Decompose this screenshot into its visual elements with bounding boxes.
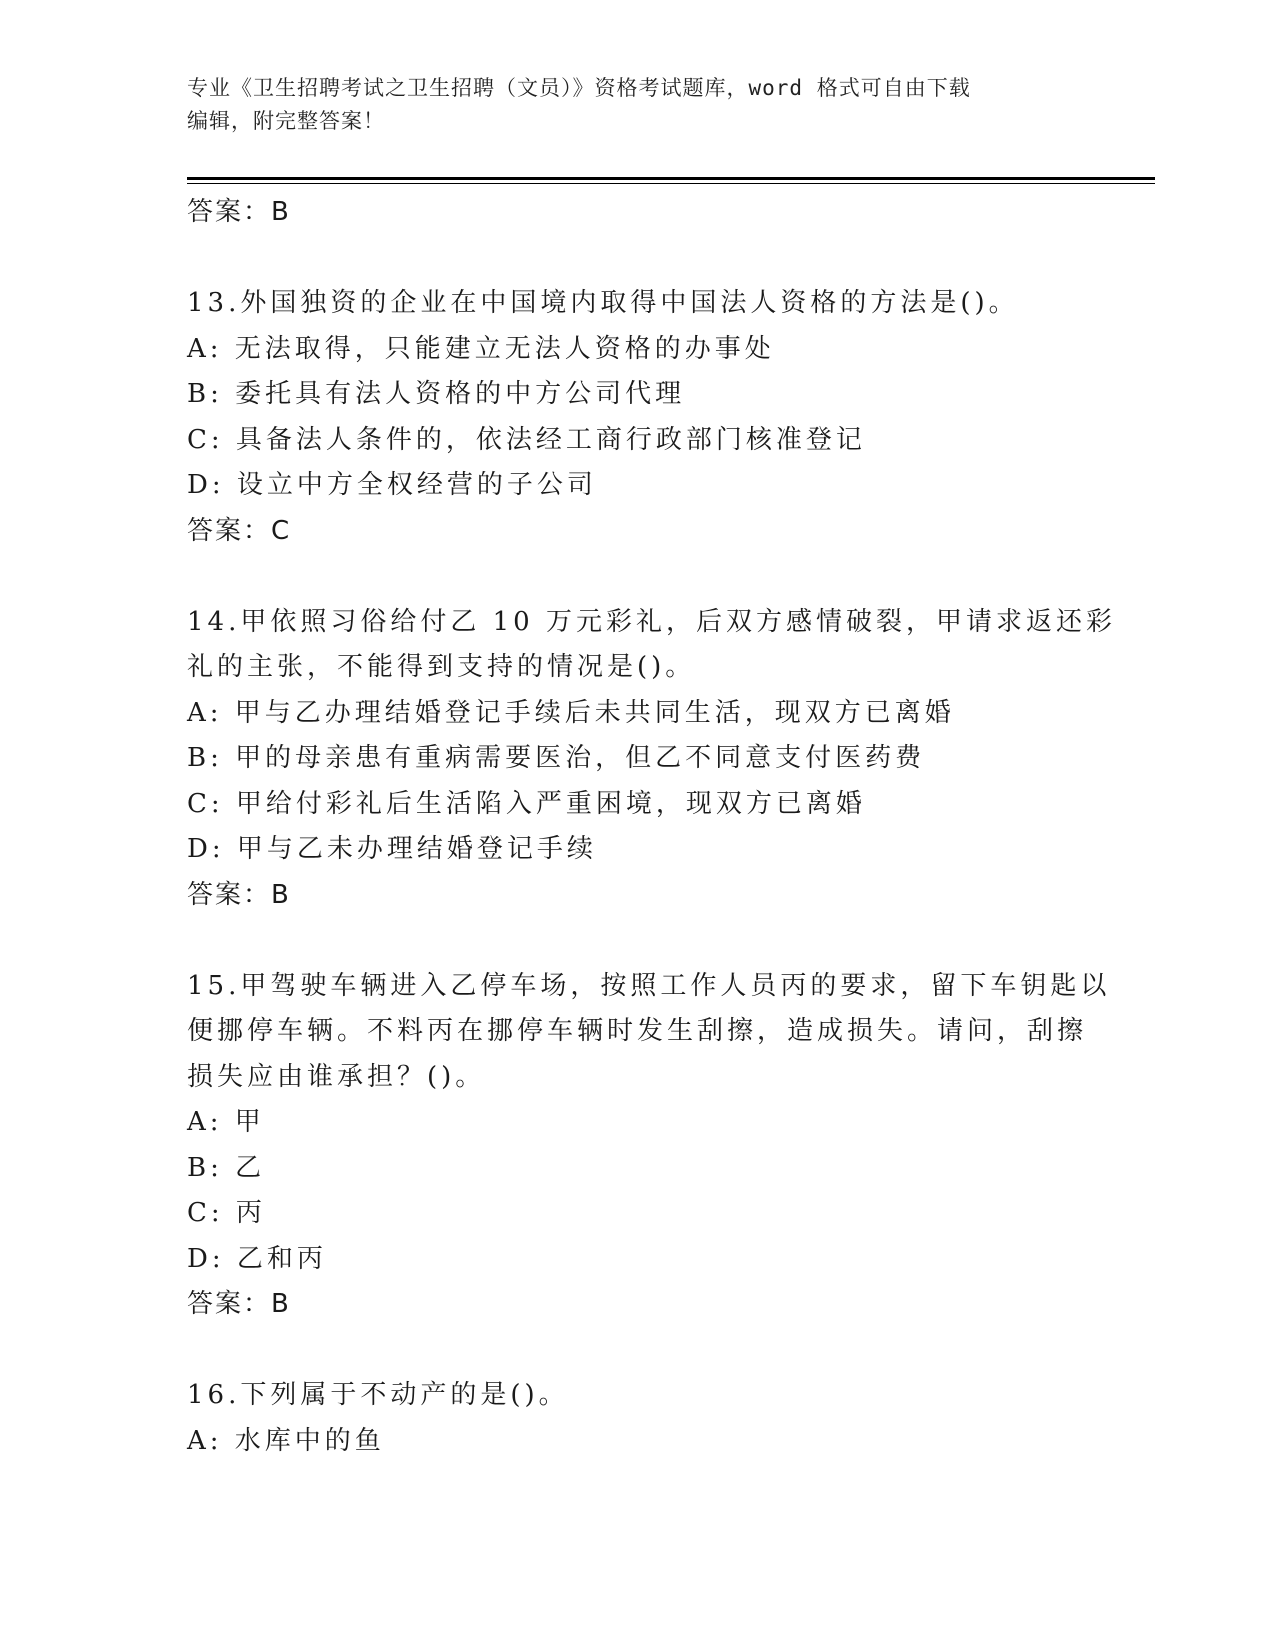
question-15-stem-line-2: 便挪停车辆。不料丙在挪停车辆时发生刮擦，造成损失。请问，刮擦 (187, 1016, 1088, 1046)
question-15-stem-line-3: 损失应由谁承担？()。 (187, 1061, 486, 1092)
question-15-option-d: D: 乙和丙 (187, 1243, 327, 1274)
header-rule-thin (187, 183, 1155, 184)
question-14-option-a: A: 甲与乙办理结婚登记手续后未共同生活，现双方已离婚 (187, 697, 955, 728)
question-14-answer: 答案：B (187, 879, 291, 910)
question-15-stem-line-1: 15.甲驾驶车辆进入乙停车场，按照工作人员丙的要求，留下车钥匙以 (187, 970, 1111, 1001)
question-13-option-c: C: 具备法人条件的，依法经工商行政部门核准登记 (187, 424, 866, 455)
block-gap (187, 918, 1087, 964)
question-14-stem-line-1: 14.甲依照习俗给付乙 10 万元彩礼，后双方感情破裂，甲请求返还彩 (187, 606, 1116, 637)
question-content (187, 190, 1116, 1464)
header-line-1: 专业《卫生招聘考试之卫生招聘（文员）》资格考试题库，word 格式可自由下载 (187, 76, 971, 100)
question-15-option-a: A: 甲 (187, 1107, 265, 1137)
question-14-stem-line-2: 礼的主张，不能得到支持的情况是()。 (187, 652, 696, 682)
question-13-option-b: B: 委托具有法人资格的中方公司代理 (187, 379, 686, 409)
question-16-option-a: A: 水库中的鱼 (187, 1425, 385, 1456)
block-gap (187, 1328, 1087, 1374)
question-14-option-c: C: 甲给付彩礼后生活陷入严重困境，现双方已离婚 (187, 788, 866, 819)
question-14-option-b: B: 甲的母亲患有重病需要医治，但乙不同意支付医药费 (187, 743, 926, 773)
question-14-option-d: D: 甲与乙未办理结婚登记手续 (187, 834, 597, 864)
question-13-stem: 13.外国独资的企业在中国境内取得中国法人资格的方法是()。 (187, 288, 1019, 318)
answer-line: 答案：B (187, 197, 291, 227)
question-13-option-d: D: 设立中方全权经营的子公司 (187, 470, 597, 500)
question-16-stem: 16.下列属于不动产的是()。 (187, 1380, 569, 1410)
question-13-option-a: A: 无法取得，只能建立无法人资格的办事处 (187, 333, 775, 364)
header-line-2: 编辑，附完整答案！ (187, 109, 385, 133)
block-gap (187, 236, 1087, 282)
header-rule-thick (187, 177, 1155, 180)
question-15-option-b: B: 乙 (187, 1152, 266, 1183)
question-15-answer: 答案：B (187, 1289, 291, 1319)
document-header (187, 72, 1067, 138)
block-gap (187, 554, 1087, 600)
question-15-option-c: C: 丙 (187, 1198, 266, 1228)
question-13-answer: 答案：C (187, 515, 292, 546)
